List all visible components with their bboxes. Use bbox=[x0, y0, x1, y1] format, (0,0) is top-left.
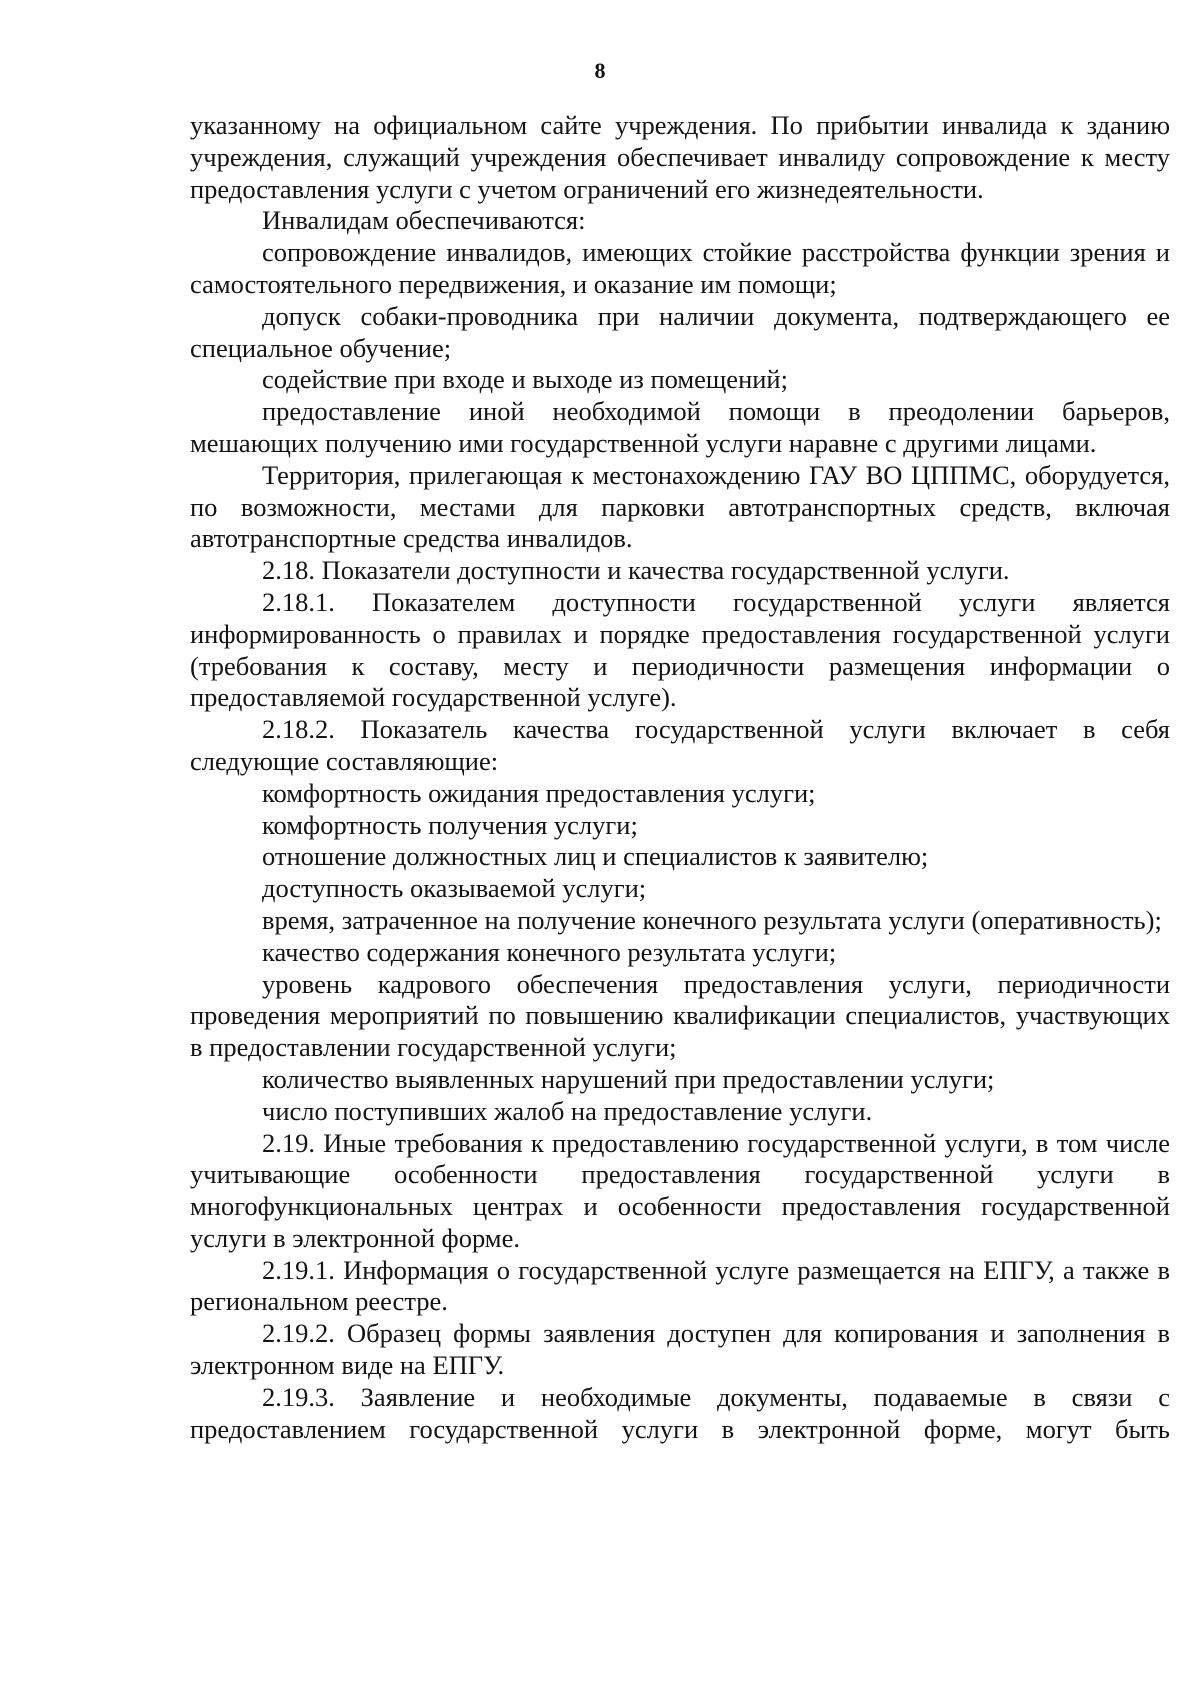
list-item: уровень кадрового обеспечения предоставления услуги, периодичности проведения мероприятий по повышению квалификации специалистов, участвующих в предоставлении государственной услуги; bbox=[190, 968, 1170, 1063]
list-item: число поступивших жалоб на предоставление услуги. bbox=[262, 1095, 873, 1126]
list-item: комфортность получения услуги; bbox=[262, 809, 638, 840]
paragraph: 2.18.1. Показателем доступности государственной услуги является информированность о правилах и порядке предоставления государственной услуги (требования к составу, месту и периодичности размещения информации о предоставляемой государственной услуге). bbox=[190, 586, 1170, 713]
paragraph: 2.18. Показатели доступности и качества государственной услуги. bbox=[262, 555, 1010, 586]
page-number: 8 bbox=[594, 58, 606, 83]
list-item: доступность оказываемой услуги; bbox=[262, 873, 647, 904]
paragraph: Территория, прилегающая к местонахождению ГАУ ВО ЦППМС, оборудуется, по возможности, местами для парковки автотранспортных средств, включая автотранспортные средства инвалидов. bbox=[190, 459, 1170, 554]
paragraph: указанному на официальном сайте учреждения. По прибытии инвалида к зданию учреждения, служащий учреждения обеспечивает инвалиду сопровождение к месту предоставления услуги с учетом ограничений его жизнедеятельности. bbox=[190, 110, 1170, 204]
paragraph: 2.19.1. Информация о государственной услуге размещается на ЕПГУ, а также в региональном реестре. bbox=[190, 1254, 1170, 1317]
list-item: количество выявленных нарушений при предоставлении услуги; bbox=[262, 1063, 995, 1094]
paragraph: сопровождение инвалидов, имеющих стойкие расстройства функции зрения и самостоятельного передвижения, и оказание им помощи; bbox=[190, 237, 1170, 299]
list-item: качество содержания конечного результата услуги; bbox=[262, 936, 837, 967]
paragraph: 2.19.3. Заявление и необходимые документы, подаваемые в связи с предоставлением государственной услуги в электронной форме, могут быть bbox=[190, 1381, 1170, 1444]
list-item: комфортность ожидания предоставления услуги; bbox=[262, 777, 816, 808]
list-item: время, затраченное на получение конечного результата услуги (оперативность); bbox=[262, 904, 1162, 935]
paragraph: 2.19. Иные требования к предоставлению государственной услуги, в том числе учитывающие особенности предоставления государственной услуги в многофункциональных центрах и особенности предоставления государственной услуги в электронной форме. bbox=[190, 1127, 1170, 1253]
list-item: отношение должностных лиц и специалистов к заявителю; bbox=[262, 841, 929, 872]
document-body bbox=[190, 110, 1170, 1445]
paragraph: допуск собаки-проводника при наличии документа, подтверждающего ее специальное обучение; bbox=[190, 300, 1170, 363]
paragraph: содействие при входе и выходе из помещений; bbox=[262, 364, 788, 395]
paragraph: 2.18.2. Показатель качества государственной услуги включает в себя следующие составляющие: bbox=[190, 714, 1170, 776]
paragraph: предоставление иной необходимой помощи в преодолении барьеров, мешающих получению ими государственной услуги наравне с другими лицами. bbox=[190, 396, 1170, 458]
paragraph: 2.19.2. Образец формы заявления доступен для копирования и заполнения в электронном виде на ЕПГУ. bbox=[190, 1318, 1170, 1381]
paragraph: Инвалидам обеспечиваются: bbox=[262, 205, 586, 236]
